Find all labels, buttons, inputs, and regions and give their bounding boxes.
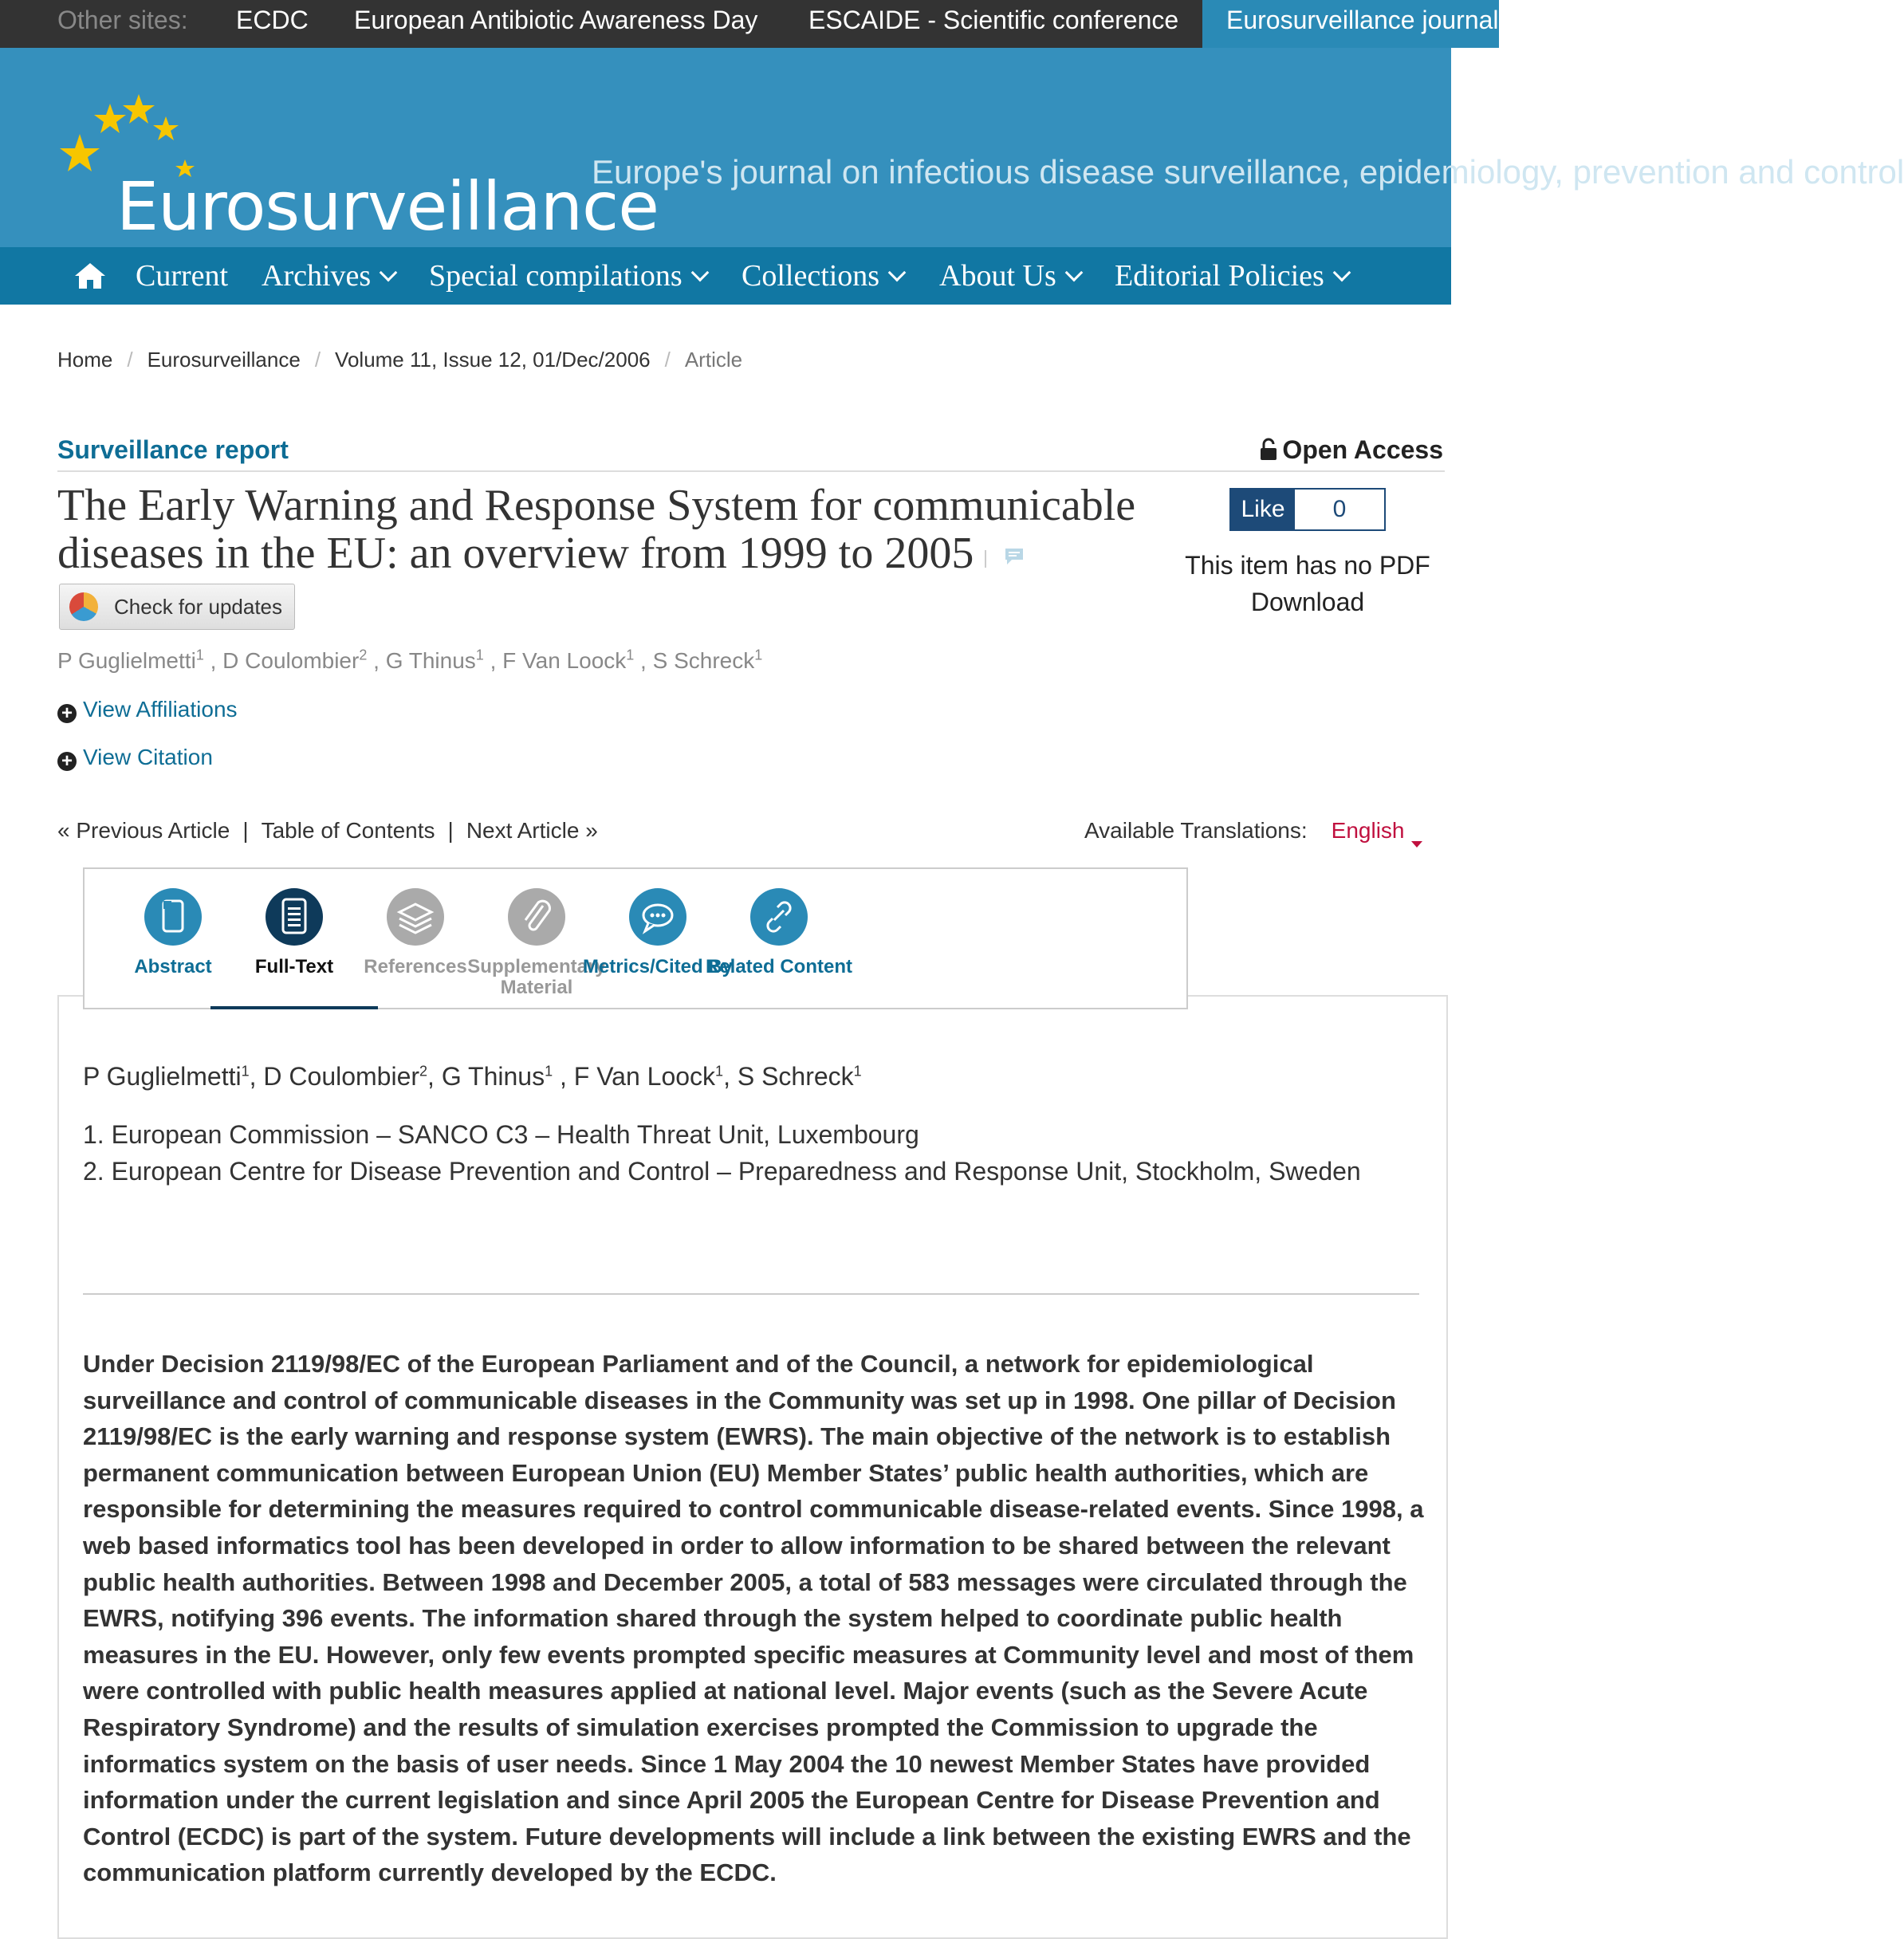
nav-item-editorial-policies[interactable]	[1115, 247, 1348, 305]
facebook-like-button[interactable]	[1229, 488, 1386, 531]
paperclip-icon	[508, 888, 565, 946]
check-for-updates-button[interactable]	[59, 584, 295, 630]
chevron-down-icon	[1332, 264, 1351, 282]
author-link[interactable]: S Schreck$^1$	[652, 647, 763, 674]
abstract-text: Under Decision 2119/98/EC of the European Parliament and of the Council, a network for epidemiological surveillance and control of communicable diseases in the Community was set up in 1998. One pillar of Decision 2119/98/EC is the early warning and response system (EWRS). The main objective of the network is to establish permanent communication between European Union (EU) Member States’ public health authorities, which are responsible for determining the measures required to control communicable disease-related events. Since 1998, a web based informatics tool has been developed in order to allow information to be shared between the relevant public health authorities. Between 1998 and December 2005, a total of 583 messages were circulated through the EWRS, notifying 396 events. The information shared through the system helped to coordinate public health measures in the EU. However, only few events prompted specific measures at Community level and most of them were controlled with public health measures applied at national level. Major events (such as the Severe Acute Respiratory Syndrome) and the results of simulation exercises prompted the Commission to upgrade the informatics system on the basis of user needs. Since 1 May 2004 the 10 newest Member States have provided information under the current legislation and since April 2005 the European Centre for Disease Prevention and Control (ECDC) is part of the system. Future developments will include a link between the existing EWRS and the communication platform currently developed by the ECDC.	[83, 1350, 1424, 1887]
divider	[83, 1293, 1419, 1295]
plus-circle-icon: +	[57, 752, 77, 771]
nav-label: About Us	[939, 259, 1056, 293]
tab-label: Abstract	[134, 956, 212, 977]
nav-item-special-compilations[interactable]	[429, 247, 706, 305]
like-label: Like	[1231, 490, 1295, 529]
author-link[interactable]: D Coulombier$^2$	[222, 647, 368, 674]
plus-circle-icon: +	[57, 704, 77, 723]
tab-label: References	[364, 956, 467, 977]
author-link[interactable]: G Thinus$^1$	[385, 647, 484, 674]
fulltext-author-list: P Guglielmetti$^1$, D Coulombier$^2$, G Thinus$^1$ , F Van Loock$^1$, S Schreck$^1$	[83, 1062, 862, 1091]
nav-item-collections[interactable]	[742, 247, 903, 305]
breadcrumb-journal[interactable]: Eurosurveillance	[147, 348, 301, 372]
logo-wordmark: Eurosurveillance	[116, 167, 659, 246]
breadcrumb-current: Article	[684, 348, 743, 372]
link-icon	[750, 888, 808, 946]
comment-icon[interactable]	[985, 545, 1025, 569]
like-count: 0	[1332, 496, 1347, 522]
article-navigation: « Previous Article | Table of Contents | Next Article »	[57, 818, 598, 843]
article-title	[57, 482, 1158, 577]
speech-bubble-icon	[629, 888, 686, 946]
header-tagline: Europe's journal on infectious disease surveillance, epidemiology, prevention and control	[592, 153, 1904, 191]
divider	[57, 470, 1445, 472]
nav-label: Editorial Policies	[1115, 259, 1324, 293]
document-icon	[144, 888, 202, 946]
article-type: Surveillance report	[57, 435, 289, 464]
article-tabs	[83, 867, 1188, 1009]
nav-item-about-us[interactable]	[939, 247, 1080, 305]
breadcrumb: Home / Eurosurveillance / Volume 11, Issue 12, 01/Dec/2006 / Article	[57, 348, 743, 372]
unlock-icon	[1260, 439, 1277, 461]
open-access-badge	[1260, 435, 1443, 465]
other-sites-bar	[0, 0, 1499, 48]
main-nav	[0, 247, 1451, 305]
nav-label: Current	[136, 259, 229, 293]
affiliation-list	[83, 1116, 1361, 1190]
article-title-text: The Early Warning and Response System for communicable diseases in the EU: an overview from 1999 to 2005	[57, 481, 1136, 578]
affiliation-item: 1. European Commission – SANCO C3 – Health Threat Unit, Luxembourg	[83, 1120, 919, 1149]
chevron-down-icon	[1064, 264, 1083, 282]
stacked-papers-icon	[387, 888, 444, 946]
site-header	[0, 48, 1904, 247]
affiliation-item: 2. European Centre for Disease Prevention and Control – Preparedness and Response Unit, Stockholm, Sweden	[83, 1157, 1361, 1186]
crossmark-icon	[69, 592, 98, 621]
check-for-updates-label: Check for updates	[114, 595, 283, 619]
breadcrumb-issue[interactable]: Volume 11, Issue 12, 01/Dec/2006	[335, 348, 651, 372]
nav-item-current[interactable]	[136, 247, 228, 305]
full-text-icon	[266, 888, 323, 946]
tab-label: Full-Text	[254, 956, 334, 977]
chevron-down-icon	[690, 264, 709, 282]
nav-label: Collections	[742, 259, 880, 293]
chevron-down-icon	[380, 264, 398, 282]
translations-label: Available Translations:	[1084, 818, 1308, 843]
other-sites-label: Other sites:	[57, 6, 188, 34]
caret-down-icon	[1411, 841, 1422, 848]
tab-label: Supplementary Material	[467, 956, 606, 998]
nav-label: Archives	[262, 259, 372, 293]
next-article-link[interactable]: Next Article »	[466, 818, 598, 843]
site-link-ecdc[interactable]: ECDC	[236, 6, 309, 34]
tab-related-content[interactable]	[695, 869, 863, 1008]
previous-article-link[interactable]: « Previous Article	[57, 818, 230, 843]
site-link-escaide[interactable]: ESCAIDE - Scientific conference	[808, 6, 1179, 34]
open-access-label: Open Access	[1282, 435, 1443, 464]
table-of-contents-link[interactable]: Table of Contents	[261, 818, 435, 843]
eurosurveillance-logo[interactable]	[56, 88, 659, 247]
language-dropdown[interactable]: English	[1332, 818, 1422, 843]
tab-label: Related Content	[705, 956, 852, 977]
author-list: P Guglielmetti$^1$ , D Coulombier$^2$ , G Thinus$^1$ , F Van Loock$^1$ , S Schreck$^1$	[57, 647, 763, 674]
available-translations	[1084, 818, 1422, 848]
nav-item-archives[interactable]	[262, 247, 395, 305]
author-link[interactable]: P Guglielmetti$^1$	[57, 647, 204, 674]
no-pdf-notice: This item has no PDF Download	[1185, 551, 1430, 616]
author-link[interactable]: F Van Loock$^1$	[502, 647, 635, 674]
tab-label: Metrics/Cited By	[582, 956, 734, 977]
chevron-down-icon	[888, 264, 907, 282]
site-link-eurosurveillance[interactable]: Eurosurveillance journal	[1202, 0, 1499, 48]
nav-label: Special compilations	[429, 259, 683, 293]
breadcrumb-home[interactable]: Home	[57, 348, 113, 372]
site-link-antibiotic-day[interactable]: European Antibiotic Awareness Day	[354, 6, 758, 34]
view-citation-toggle[interactable]: + View Citation	[57, 745, 213, 771]
view-affiliations-toggle[interactable]: + View Affiliations	[57, 697, 238, 723]
home-icon[interactable]	[75, 263, 105, 289]
